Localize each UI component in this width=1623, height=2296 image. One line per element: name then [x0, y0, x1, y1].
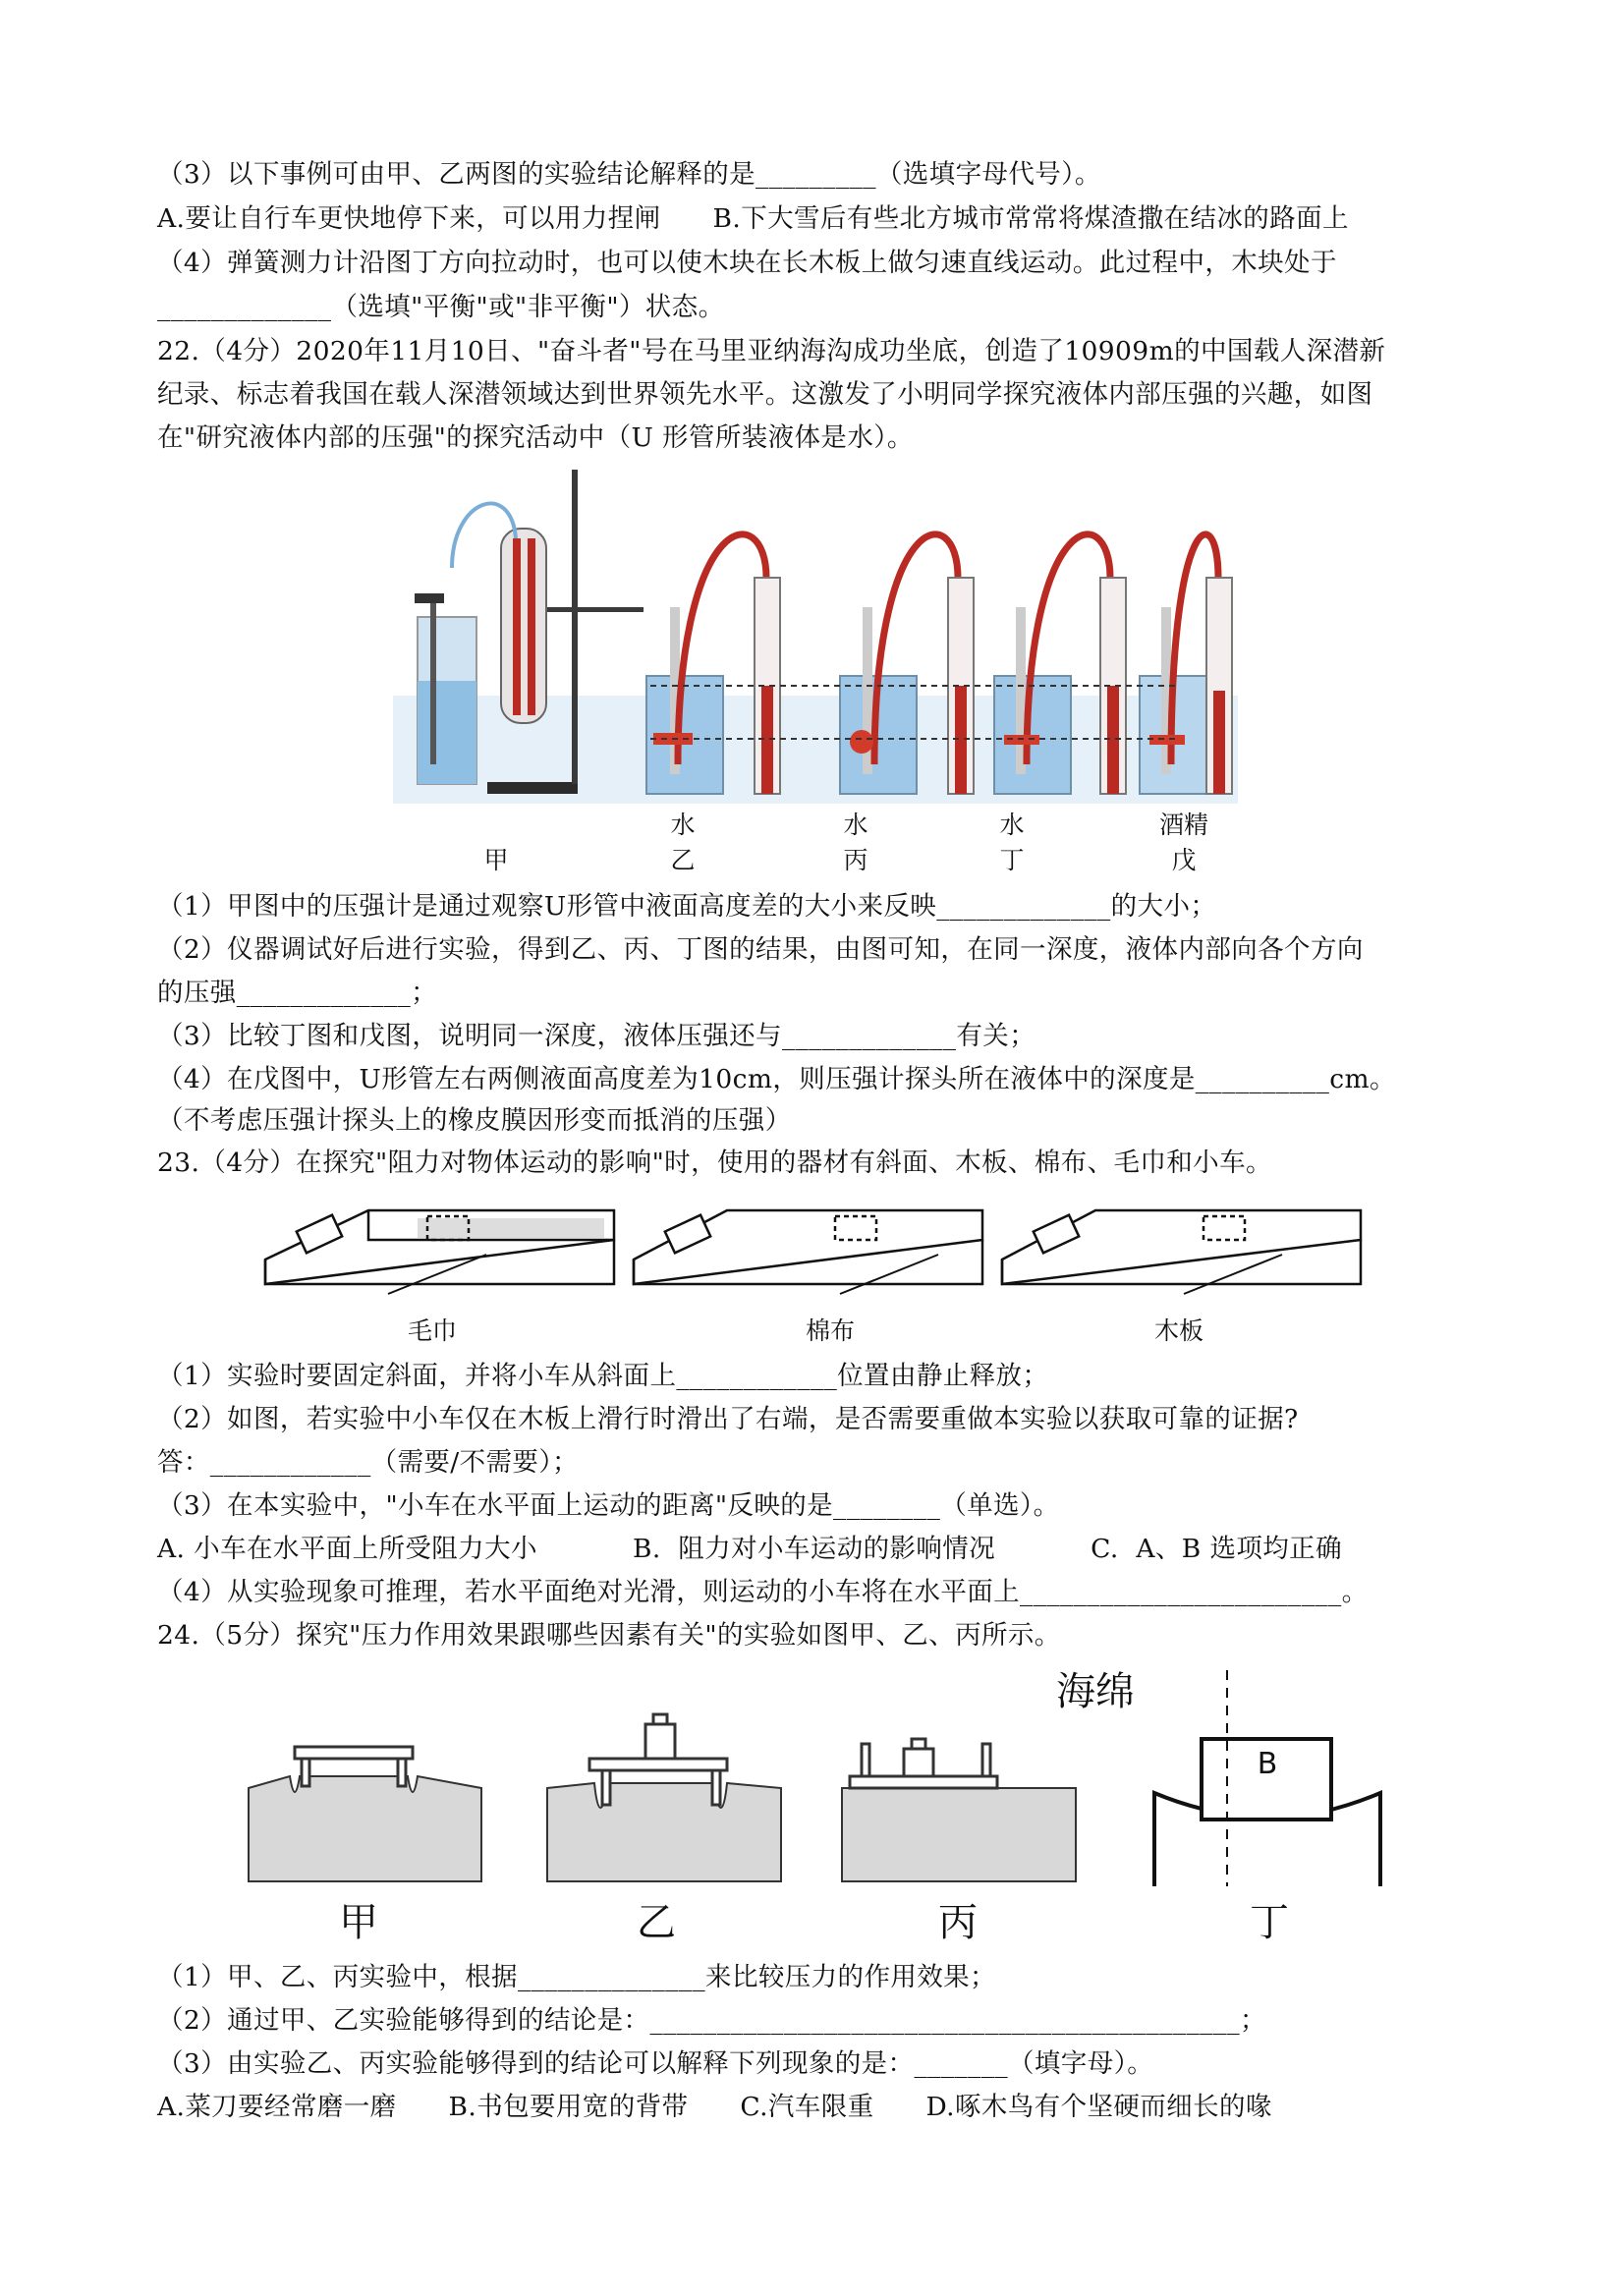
label-24-jia: 甲 — [339, 1900, 378, 1945]
setup-yi — [646, 534, 780, 794]
q23-part3: （3）在本实验中，"小车在水平面上运动的距离"反映的是________（单选）。 — [157, 1490, 1060, 1521]
q23-stem: 23.（4分）在探究"阻力对物体运动的影响"时，使用的器材有斜面、木板、棉布、毛巾和小车。 — [157, 1148, 1272, 1178]
setup-ding — [994, 534, 1126, 794]
label-bing: 丙 — [843, 846, 868, 874]
setup-bing — [840, 534, 974, 794]
label-jia: 甲 — [483, 846, 509, 874]
q23-answer: 答：____________（需要/不需要）； — [157, 1447, 579, 1478]
q21-part3: （3）以下事例可由甲、乙两图的实验结论解释的是_________（选填字母代号）。 — [157, 159, 1101, 190]
q23-part1: （1）实验时要固定斜面，并将小车从斜面上____________位置由静止释放； — [157, 1361, 1049, 1391]
figure-23-ramps — [260, 1201, 1371, 1318]
figure-24-sponge — [241, 1670, 1400, 1886]
label-24-bing: 丙 — [938, 1900, 978, 1945]
q24-part2: （2）通过甲、乙实验能够得到的结论是：____________________________________________； — [157, 2005, 1266, 2036]
label-24-yi: 乙 — [637, 1900, 676, 1945]
label-ding: 丁 — [999, 846, 1025, 874]
q23-part4: （4）从实验现象可推理，若水平面绝对光滑，则运动的小车将在水平面上________________________。 — [157, 1577, 1369, 1607]
q21-options: A.要让自行车更快地停下来，可以用力捏闸 B.下大雪后有些北方城市常常将煤渣撒在结冰的路面上 — [157, 203, 1349, 234]
q22-part4: （4）在戊图中，U形管左右两侧液面高度差为10cm，则压强计探头所在液体中的深度是__________cm。 — [157, 1064, 1396, 1094]
q22-part2-cont: 的压强_____________； — [157, 978, 438, 1008]
label-water-ding: 水 — [999, 811, 1025, 839]
q24-options: A.菜刀要经常磨一磨 B.书包要用宽的背带 C.汽车限重 D.啄木鸟有个坚硬而细长的喙 — [157, 2092, 1272, 2122]
setup-wu — [1140, 534, 1232, 794]
q22-part3: （3）比较丁图和戊图，说明同一深度，液体压强还与_____________有关； — [157, 1021, 1036, 1051]
label-24-ding: 丁 — [1250, 1900, 1289, 1945]
label-water-bing: 水 — [843, 811, 868, 839]
label-block-b: B — [1257, 1747, 1278, 1781]
label-alcohol-wu: 酒精 — [1158, 811, 1208, 839]
q22-part2: （2）仪器调试好后进行实验，得到乙、丙、丁图的结果，由图可知，在同一深度，液体内部向各个方向 — [157, 934, 1364, 965]
q21-part4: （4）弹簧测力计沿图丁方向拉动时，也可以使木块在长木板上做匀速直线运动。此过程中，木块处于 — [157, 248, 1337, 278]
label-wu: 戊 — [1171, 846, 1197, 874]
label-yi: 乙 — [670, 846, 696, 874]
q22-stem-1: 22.（4分）2020年11月10日、"奋斗者"号在马里亚纳海沟成功坐底，创造了10909m的中国载人深潜新 — [157, 336, 1386, 366]
label-cotton: 棉布 — [805, 1316, 855, 1345]
q21-part4-blank: _____________（选填"平衡"或"非平衡"）状态。 — [157, 292, 725, 322]
q22-stem-2: 纪录、标志着我国在载人深潜领域达到世界领先水平。这激发了小明同学探究液体内部压强的兴趣，如图 — [157, 379, 1373, 410]
label-towel: 毛巾 — [407, 1316, 457, 1345]
q24-part3: （3）由实验乙、丙实验能够得到的结论可以解释下列现象的是：_______（填字母）。 — [157, 2048, 1154, 2079]
label-water-yi: 水 — [670, 811, 696, 839]
q24-part1: （1）甲、乙、丙实验中，根据______________来比较压力的作用效果； — [157, 1962, 996, 1992]
label-sponge: 海绵 — [1056, 1669, 1135, 1714]
q24-stem: 24.（5分）探究"压力作用效果跟哪些因素有关"的实验如图甲、乙、丙所示。 — [157, 1620, 1061, 1651]
beaker-jia — [415, 593, 476, 784]
figure-22-pressure-gauges — [393, 470, 1258, 882]
label-wood: 木板 — [1153, 1316, 1203, 1345]
q23-part2: （2）如图，若实验中小车仅在木板上滑行时滑出了右端，是否需要重做本实验以获取可靠的证据? — [157, 1404, 1299, 1434]
q23-options: A. 小车在水平面上所受阻力大小 B. 阻力对小车运动的影响情况 C. A、B 选项均正确 — [157, 1534, 1342, 1564]
q22-note: （不考虑压强计探头上的橡皮膜因形变而抵消的压强） — [157, 1105, 792, 1136]
q22-part1: （1）甲图中的压强计是通过观察U形管中液面高度差的大小来反映_____________的大小； — [157, 891, 1217, 922]
q22-stem-3: 在"研究液体内部的压强"的探究活动中（U 形管所装液体是水）。 — [157, 422, 914, 453]
